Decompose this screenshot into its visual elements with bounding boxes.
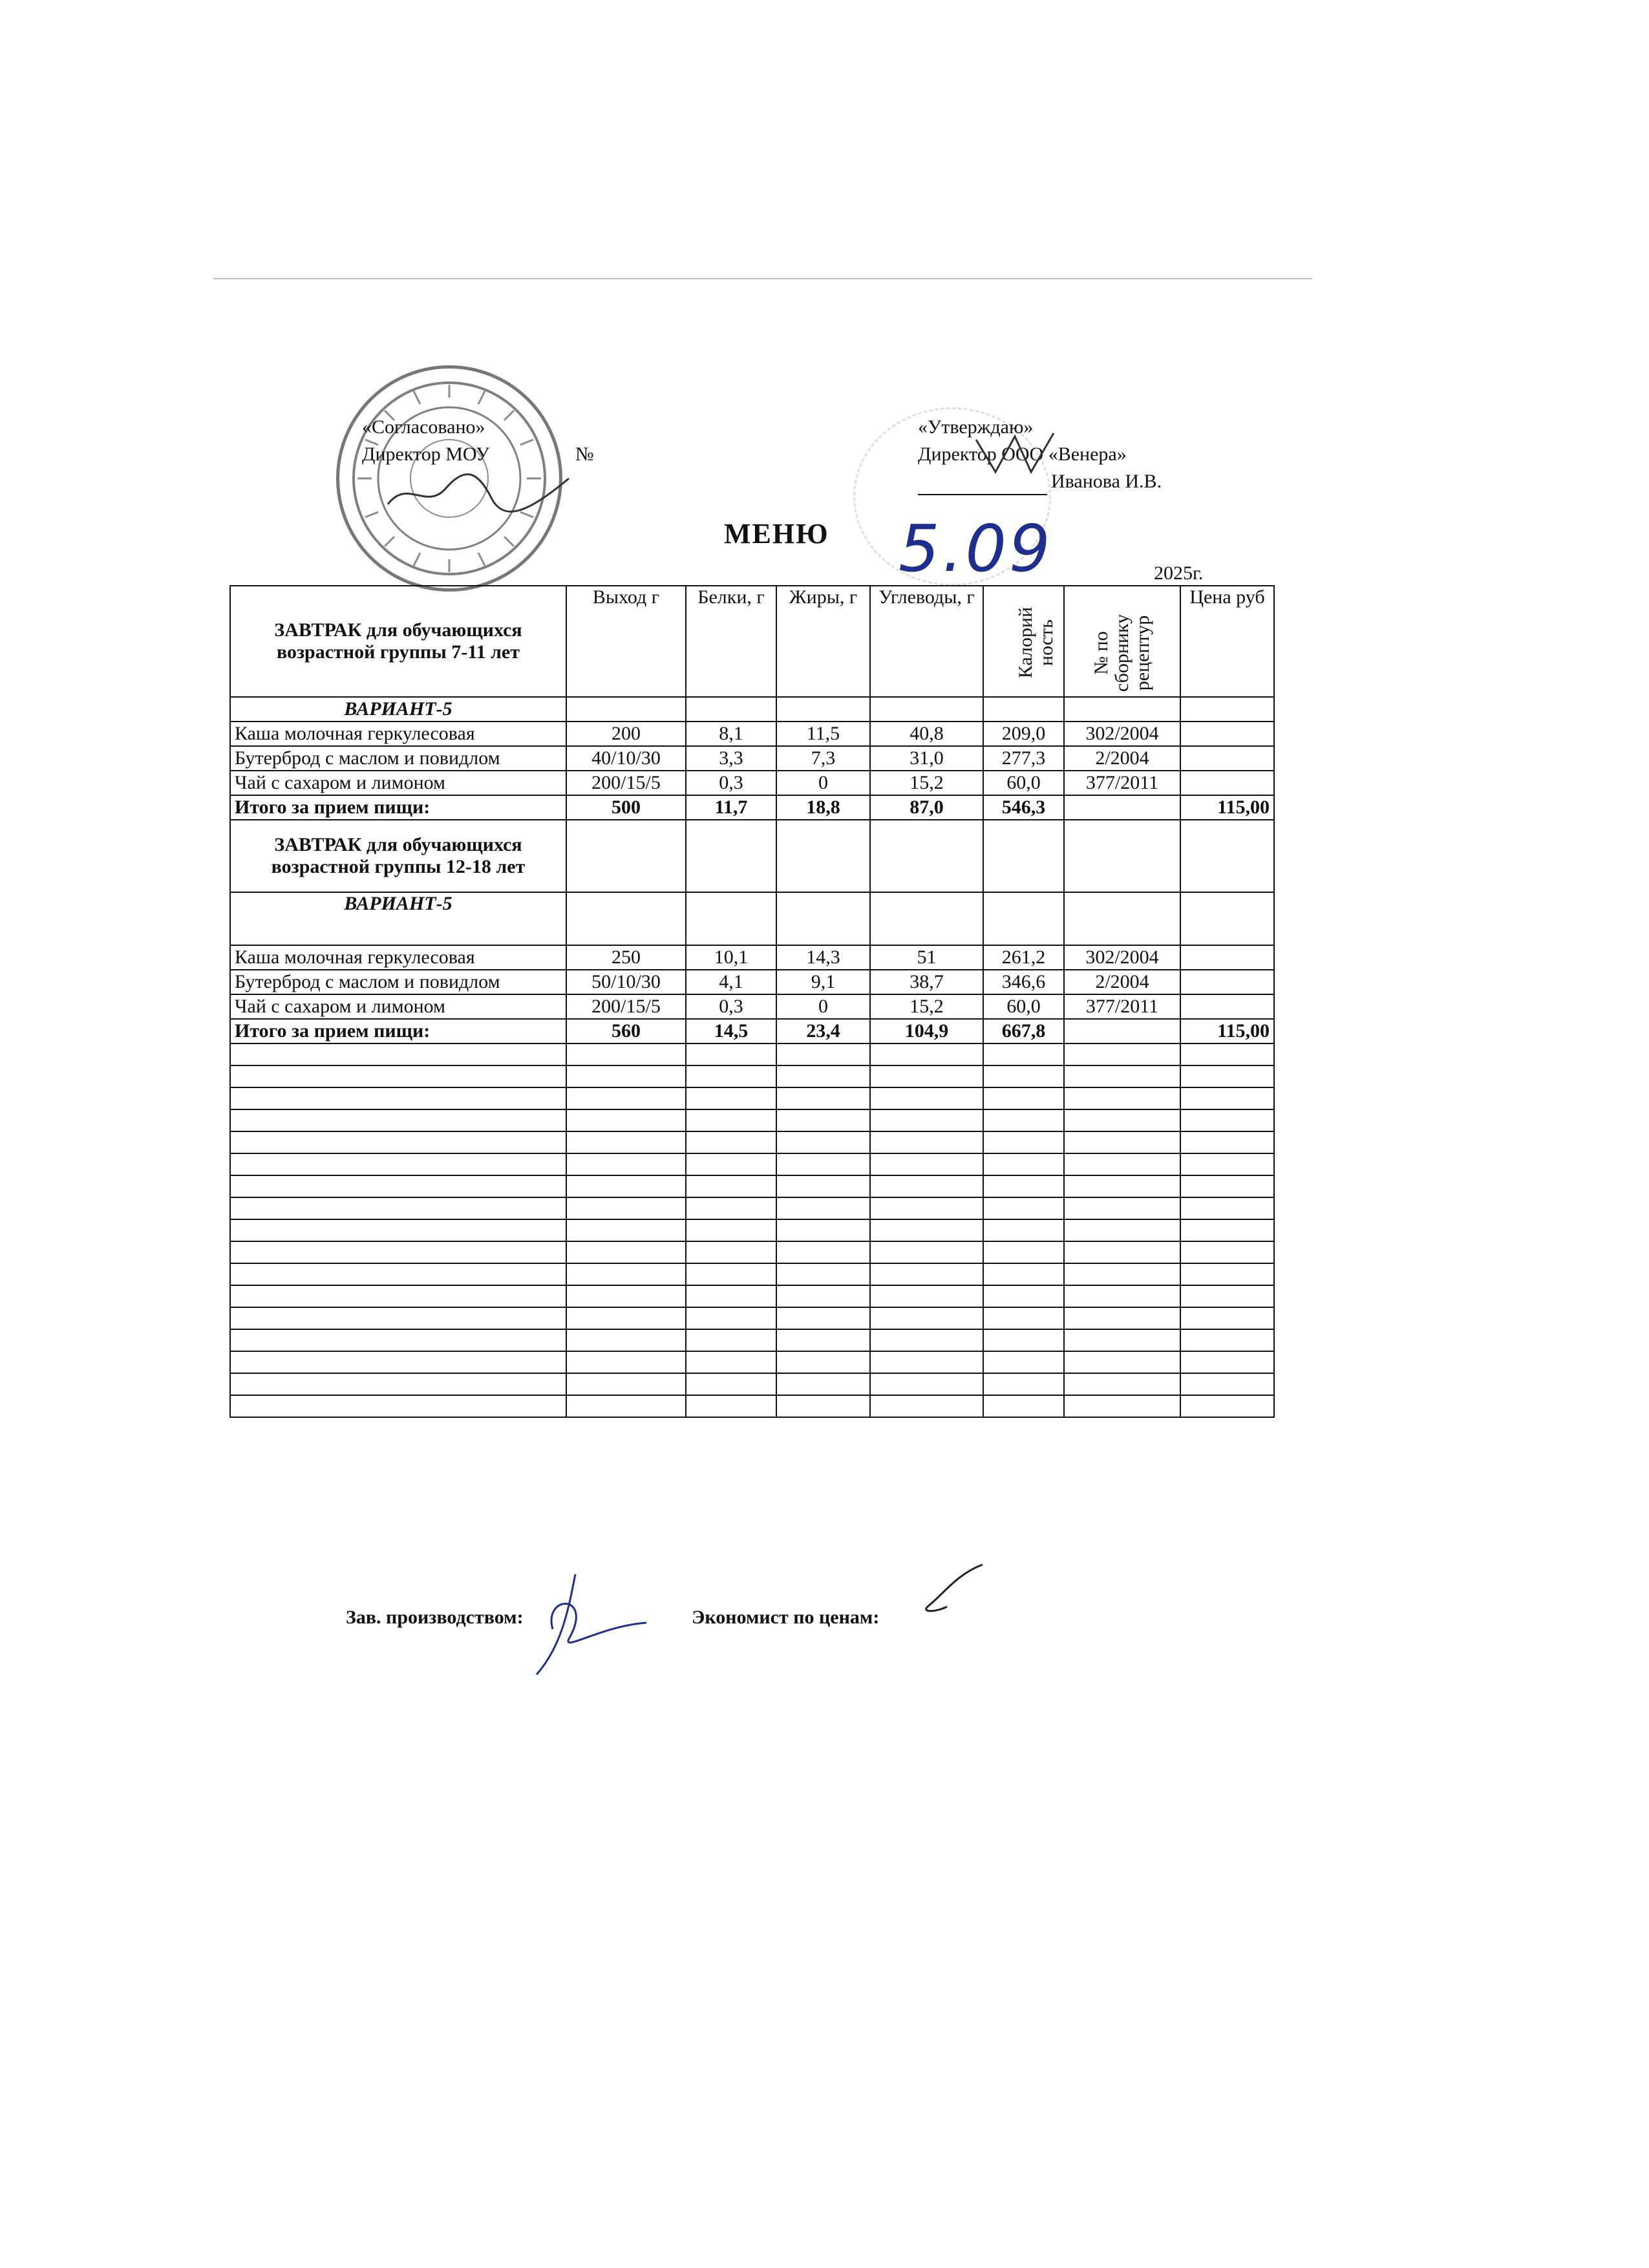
dish-output: 50/10/30 xyxy=(566,970,686,994)
col-recipe-label: № по сборнику рецептур xyxy=(1090,614,1153,692)
total-protein: 11,7 xyxy=(686,795,776,820)
dish-name: Бутерброд с маслом и повидлом xyxy=(230,970,566,994)
dish-output: 200/15/5 xyxy=(566,994,686,1019)
dish-fat: 0 xyxy=(776,771,870,795)
menu-table xyxy=(229,585,1275,1418)
dish-fat: 7,3 xyxy=(776,746,870,771)
dish-carbs: 15,2 xyxy=(870,994,983,1019)
total-output: 560 xyxy=(566,1019,686,1043)
production-manager-label: Зав. производством: xyxy=(346,1607,524,1628)
total-row xyxy=(230,795,1274,820)
menu-year: 2025г. xyxy=(1154,562,1204,584)
empty-row xyxy=(230,1285,1274,1307)
dish-protein: 10,1 xyxy=(686,945,776,970)
dish-price xyxy=(1180,970,1274,994)
dish-output: 250 xyxy=(566,945,686,970)
table-row xyxy=(230,722,1274,746)
dish-recipe: 2/2004 xyxy=(1064,746,1180,771)
section-title-12-18: ЗАВТРАК для обучающихся возрастной группы 12-18 лет xyxy=(230,820,566,892)
empty-row xyxy=(230,1263,1274,1285)
dish-fat: 9,1 xyxy=(776,970,870,994)
empty-row xyxy=(230,1087,1274,1109)
dish-carbs: 15,2 xyxy=(870,771,983,795)
total-calories: 667,8 xyxy=(983,1019,1064,1043)
variant-row xyxy=(230,697,1274,722)
empty-row xyxy=(230,1307,1274,1329)
col-calories-label: Калорий ность xyxy=(1015,606,1057,679)
dish-fat: 0 xyxy=(776,994,870,1019)
section-row-12-18 xyxy=(230,820,1274,892)
agreed-role: Директор МОУ xyxy=(362,444,490,465)
col-output: Выход г xyxy=(566,586,686,697)
dish-calories: 261,2 xyxy=(983,945,1064,970)
agreed-title: «Согласовано» xyxy=(362,416,485,438)
dish-recipe: 377/2011 xyxy=(1064,771,1180,795)
total-price: 115,00 xyxy=(1180,1019,1274,1043)
col-carbs: Углеводы, г xyxy=(870,586,983,697)
dish-name: Чай с сахаром и лимоном xyxy=(230,771,566,795)
total-carbs: 104,9 xyxy=(870,1019,983,1043)
dish-recipe: 302/2004 xyxy=(1064,945,1180,970)
dish-carbs: 40,8 xyxy=(870,722,983,746)
empty-row xyxy=(230,1043,1274,1065)
dish-calories: 60,0 xyxy=(983,771,1064,795)
dish-calories: 209,0 xyxy=(983,722,1064,746)
dish-output: 200/15/5 xyxy=(566,771,686,795)
scan-border-line xyxy=(213,278,1312,279)
dish-protein: 8,1 xyxy=(686,722,776,746)
dish-calories: 346,6 xyxy=(983,970,1064,994)
variant-row xyxy=(230,892,1274,945)
total-fat: 23,4 xyxy=(776,1019,870,1043)
dish-fat: 11,5 xyxy=(776,722,870,746)
empty-row xyxy=(230,1373,1274,1395)
agreed-number: № xyxy=(575,444,594,465)
section-title-7-11: ЗАВТРАК для обучающихся возрастной группы 7-11 лет xyxy=(230,586,566,697)
dish-recipe: 377/2011 xyxy=(1064,994,1180,1019)
table-row xyxy=(230,746,1274,771)
page-title: МЕНЮ xyxy=(724,518,829,550)
total-label: Итого за прием пищи: xyxy=(230,795,566,820)
empty-row xyxy=(230,1219,1274,1241)
empty-row xyxy=(230,1109,1274,1131)
total-fat: 18,8 xyxy=(776,795,870,820)
empty-row xyxy=(230,1241,1274,1263)
table-row xyxy=(230,771,1274,795)
dish-calories: 277,3 xyxy=(983,746,1064,771)
total-label: Итого за прием пищи: xyxy=(230,1019,566,1043)
economist-signature-icon xyxy=(918,1561,989,1616)
economist-label: Экономист по ценам: xyxy=(692,1607,880,1628)
total-recipe xyxy=(1064,1019,1180,1043)
dish-price xyxy=(1180,945,1274,970)
table-row xyxy=(230,945,1274,970)
empty-row xyxy=(230,1131,1274,1153)
col-protein: Белки, г xyxy=(686,586,776,697)
approved-title: «Утверждаю» xyxy=(918,416,1034,438)
dish-carbs: 51 xyxy=(870,945,983,970)
variant-label: ВАРИАНТ-5 xyxy=(230,892,566,945)
dish-price xyxy=(1180,994,1274,1019)
dish-carbs: 38,7 xyxy=(870,970,983,994)
dish-carbs: 31,0 xyxy=(870,746,983,771)
empty-row xyxy=(230,1329,1274,1351)
dish-name: Каша молочная геркулесовая xyxy=(230,945,566,970)
variant-label: ВАРИАНТ-5 xyxy=(230,697,566,722)
dish-output: 40/10/30 xyxy=(566,746,686,771)
empty-row xyxy=(230,1175,1274,1197)
dish-price xyxy=(1180,722,1274,746)
empty-row xyxy=(230,1351,1274,1373)
total-calories: 546,3 xyxy=(983,795,1064,820)
dish-name: Чай с сахаром и лимоном xyxy=(230,994,566,1019)
col-recipe xyxy=(1064,586,1180,697)
empty-row xyxy=(230,1395,1274,1417)
dish-protein: 0,3 xyxy=(686,994,776,1019)
approval-agreed-block xyxy=(362,414,594,468)
empty-row xyxy=(230,1153,1274,1175)
approved-name: Иванова И.В. xyxy=(1051,471,1162,492)
approver-signature-icon xyxy=(970,427,1073,485)
director-signature-icon xyxy=(381,465,575,517)
dish-fat: 14,3 xyxy=(776,945,870,970)
dish-name: Бутерброд с маслом и повидлом xyxy=(230,746,566,771)
dish-protein: 0,3 xyxy=(686,771,776,795)
dish-calories: 60,0 xyxy=(983,994,1064,1019)
dish-price xyxy=(1180,771,1274,795)
col-calories xyxy=(983,586,1064,697)
production-signature-icon xyxy=(524,1568,653,1681)
dish-recipe: 302/2004 xyxy=(1064,722,1180,746)
col-fat: Жиры, г xyxy=(776,586,870,697)
empty-row xyxy=(230,1197,1274,1219)
total-carbs: 87,0 xyxy=(870,795,983,820)
empty-rows xyxy=(230,1043,1274,1417)
table-header-row xyxy=(230,586,1274,697)
dish-protein: 3,3 xyxy=(686,746,776,771)
total-protein: 14,5 xyxy=(686,1019,776,1043)
total-output: 500 xyxy=(566,795,686,820)
table-row xyxy=(230,994,1274,1019)
total-row xyxy=(230,1019,1274,1043)
dish-recipe: 2/2004 xyxy=(1064,970,1180,994)
dish-name: Каша молочная геркулесовая xyxy=(230,722,566,746)
handwritten-date: 5.09 xyxy=(899,511,1053,586)
dish-output: 200 xyxy=(566,722,686,746)
table-row xyxy=(230,970,1274,994)
empty-row xyxy=(230,1065,1274,1087)
dish-protein: 4,1 xyxy=(686,970,776,994)
dish-price xyxy=(1180,746,1274,771)
total-price: 115,00 xyxy=(1180,795,1274,820)
approved-role: Директор ООО «Венера» xyxy=(918,444,1127,465)
total-recipe xyxy=(1064,795,1180,820)
col-price: Цена руб xyxy=(1180,586,1274,697)
